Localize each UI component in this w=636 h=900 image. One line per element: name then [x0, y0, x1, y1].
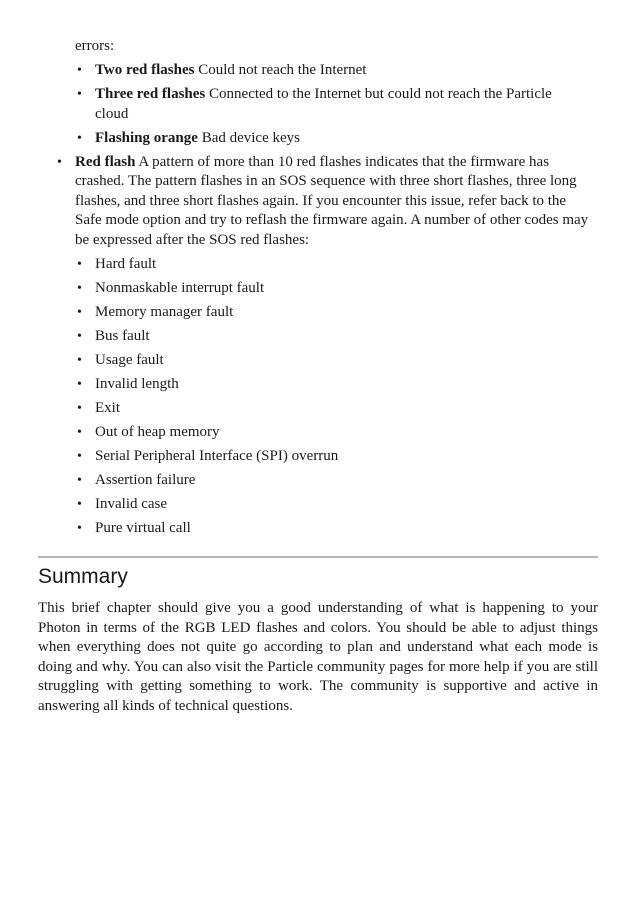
- list-item: [75, 447, 599, 467]
- section-heading: Summary: [38, 565, 128, 588]
- bullet-icon: •: [77, 63, 82, 78]
- list-item: [39, 61, 599, 148]
- bullet-icon: •: [77, 400, 82, 416]
- bullet-icon: •: [77, 304, 82, 320]
- bullet-icon: •: [77, 280, 82, 296]
- status-code-list: [39, 61, 599, 543]
- summary-paragraph: This brief chapter should give you a good understanding of what is happening to your Photon in terms of the RGB LED flashes and colors. You should be able to adjust things when everything does not quite go according to plan and understand what each mode is doing and why. You can also visit the Particle community pages for more help if you are still struggling with getting something to work. The community is supportive and active in answering all kinds of technical questions.: [38, 600, 598, 714]
- bullet-icon: •: [77, 472, 82, 488]
- list-item-two-red-flashes: [75, 61, 579, 81]
- list-item: [75, 303, 599, 323]
- sos-code: Usage fault: [95, 351, 164, 368]
- term: Red flash: [75, 153, 136, 170]
- bullet-icon: •: [57, 154, 62, 170]
- sos-code: Pure virtual call: [95, 519, 191, 536]
- bullet-icon: •: [77, 256, 82, 272]
- sos-code: Hard fault: [95, 255, 157, 272]
- sos-code: Exit: [95, 399, 120, 416]
- sos-code: Memory manager fault: [95, 303, 234, 320]
- description: Could not reach the Internet: [194, 62, 367, 78]
- list-item: [75, 255, 599, 275]
- list-item: [75, 471, 599, 491]
- section-divider: [38, 556, 598, 558]
- list-item-red-flash: [39, 153, 599, 539]
- sos-code: Bus fault: [95, 327, 150, 344]
- bullet-icon: •: [77, 520, 82, 536]
- bullet-icon: •: [77, 328, 82, 344]
- description: Connected to the Internet but could not reach the Particle cloud: [95, 86, 552, 122]
- list-item: [75, 399, 599, 419]
- bullet-icon: •: [77, 87, 82, 102]
- list-item: [75, 519, 599, 539]
- error-code-list: [75, 61, 599, 148]
- list-item: [75, 327, 599, 347]
- sos-code: Assertion failure: [95, 471, 196, 488]
- sos-code: Nonmaskable interrupt fault: [95, 279, 265, 296]
- sos-code: Invalid length: [95, 375, 179, 392]
- list-item: [75, 423, 599, 443]
- description: Bad device keys: [197, 129, 300, 146]
- sos-code: Invalid case: [95, 495, 168, 512]
- term: Flashing orange: [95, 129, 198, 146]
- list-item: [75, 375, 599, 395]
- term: Two red flashes: [95, 62, 195, 78]
- bullet-icon: •: [77, 496, 82, 512]
- bullet-icon: •: [77, 352, 82, 368]
- bullet-icon: •: [77, 448, 82, 464]
- description: A pattern of more than 10 red flashes indicates that the firmware has crashed. The pattern flashes in an SOS sequence with three short flashes, three long flashes, and three short flashes again. If you encounter this issue, refer back to the Safe mode option and try to reflash the firmware again. A number of other codes may be expressed after the SOS red flashes:: [75, 153, 589, 248]
- term: Three red flashes: [95, 86, 206, 102]
- sos-code-list: [75, 255, 599, 539]
- sos-code: Out of heap memory: [95, 423, 220, 440]
- list-item: [75, 351, 599, 371]
- lead-text: errors:: [75, 38, 115, 54]
- bullet-icon: •: [77, 424, 82, 440]
- bullet-icon: •: [77, 376, 82, 392]
- bullet-icon: •: [77, 130, 82, 146]
- list-item: [75, 279, 599, 299]
- sos-code: Serial Peripheral Interface (SPI) overrun: [95, 447, 339, 464]
- list-item-three-red-flashes: [75, 85, 579, 124]
- list-item: [75, 495, 599, 515]
- list-item-flashing-orange: [75, 129, 579, 149]
